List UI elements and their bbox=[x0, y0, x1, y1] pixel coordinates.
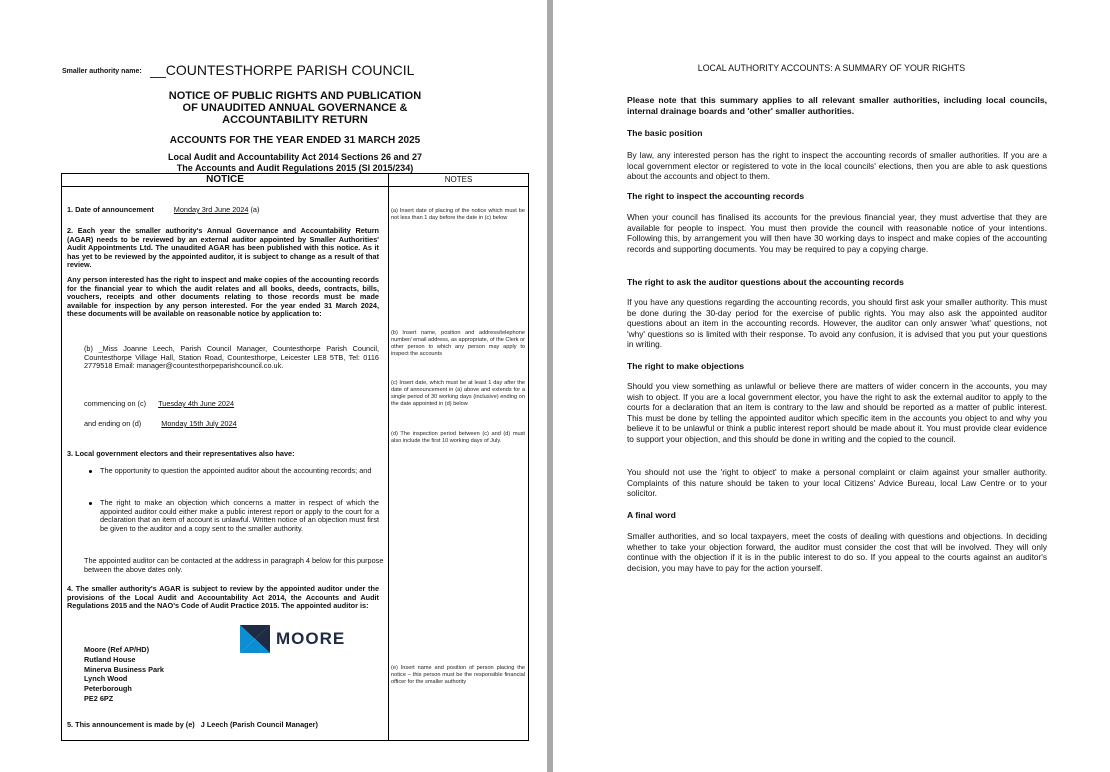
authority-name: __COUNTESTHORPE PARISH COUNCIL bbox=[150, 62, 415, 78]
title-line: OF UNAUDITED ANNUAL GOVERNANCE & bbox=[182, 102, 408, 114]
moore-logo bbox=[240, 625, 350, 653]
item-1 bbox=[67, 206, 387, 215]
ending-label: and ending on (d) bbox=[84, 419, 142, 428]
item-2-text-b: Any person interested has the right to inspect and make copies of the accounting records for the financial year to which the audit relates and all books, deeds, contracts, bills, vouchers, receipts and other documents relating to those records must be made available for inspection by any person interested. For the year ended 31 March 2024, these documents will be available on reasonable notice by application to: bbox=[67, 275, 379, 319]
notice-table bbox=[61, 173, 529, 741]
section-paragraph: Should you view something as unlawful or believe there are matters of wider concern in the accounts, you may wish to object. If you are a local government elector, you have the right to ask the external auditor to apply to the courts for a declaration that an item is contrary to the law and should be reported as a matter of public interest. This must be done by telling the appointed auditor which specific item in the accounts you object to and why you believe it to be unlawful or think a public interest report should be made about it. You must provide clear evidence to support your objection, and this should be done in writing and the copied to the council. bbox=[627, 381, 1047, 444]
title-line: ACCOUNTABILITY RETURN bbox=[222, 114, 368, 126]
address-line: Peterborough bbox=[84, 684, 132, 694]
commencing-row bbox=[84, 400, 384, 409]
bullet-item: The opportunity to question the appointed auditor about the accounting records; and bbox=[100, 466, 372, 475]
section-heading: The right to ask the auditor questions about the accounting records bbox=[627, 277, 904, 287]
section-paragraph: If you have any questions regarding the accounting records, you should first ask your smaller authority. This must be done during the 30-day period for the exercise of public rights. You may also ask the appointed auditor questions about an item in the accounting records. However, the auditor can only answer 'what' questions, not 'why' questions so is limited with their response. To avoid any confusion, it is advised that you put your questions in writing. bbox=[627, 297, 1047, 350]
section-heading: The right to make objections bbox=[627, 361, 744, 371]
rights-summary-page bbox=[553, 0, 1110, 772]
column-divider bbox=[388, 174, 389, 740]
item-4-text: 4. The smaller authority's AGAR is subject to review by the appointed auditor under the provisions of the Local Audit and Accountability Act 2014, the Accounts and Audit Regulations 2015 and the NAO's Code of Audit Practice 2015. The appointed auditor is: bbox=[67, 584, 379, 611]
section-heading: A final word bbox=[627, 510, 676, 520]
act-line: The Accounts and Audit Regulations 2015 (SI 2015/234) bbox=[176, 163, 414, 173]
authority-label: Smaller authority name: bbox=[62, 68, 142, 75]
address-line: Lynch Wood bbox=[84, 674, 128, 684]
address-line: Minerva Business Park bbox=[84, 664, 164, 674]
bullet-dot bbox=[89, 502, 92, 505]
note-d: (d) The inspection period between (c) and (d) must also include the first 10 working days of July. bbox=[391, 431, 525, 444]
contact-details: (b) _Miss Joanne Leech, Parish Council Manager, Countesthorpe Parish Council, Countesthorpe Village Hall, Station Road, Countesthorpe, Leicester LE8 5TB, Tel: 0116 2779518 Email: manager@countesthorpeparishcouncil.co.uk. bbox=[84, 344, 379, 371]
notice-column-header: NOTICE bbox=[206, 174, 244, 185]
notice-title bbox=[60, 90, 530, 126]
address-line: Rutland House bbox=[84, 654, 136, 664]
section-heading: The basic position bbox=[627, 128, 703, 138]
item-5-label: 5. This announcement is made by (e) bbox=[67, 720, 195, 729]
summary-title: LOCAL AUTHORITY ACCOUNTS: A SUMMARY OF YOUR RIGHTS bbox=[697, 63, 966, 73]
table-header-row bbox=[62, 174, 528, 187]
summary-intro: Please note that this summary applies to all relevant smaller authorities, including local councils, internal drainage boards and 'other' smaller authorities. bbox=[627, 95, 1047, 116]
section-heading: The right to inspect the accounting records bbox=[627, 191, 805, 201]
ending-row bbox=[84, 420, 384, 429]
commencing-date: Tuesday 4th June 2024 bbox=[158, 399, 235, 408]
section-paragraph: You should not use the 'right to object' to make a personal complaint or claim against your smaller authority. Complaints of this nature should be taken to your local Citizens' Advice Bureau, local Law Centre or to your solicitor. bbox=[627, 467, 1047, 499]
address-line: Moore (Ref AP/HD) bbox=[84, 645, 149, 654]
item-1-label: 1. Date of announcement bbox=[67, 205, 154, 214]
section-paragraph: When your council has finalised its accounts for the previous financial year, they must advertise that they are available for people to inspect. You must then provide the council with reasonable notice of your intentions. Following this, by arrangement you will then have 30 working days to inspect and make copies of the accounting records and supporting documents. You may be required to pay a copying charge. bbox=[627, 212, 1047, 254]
note-c: (c) Insert date, which must be at least 1 day after the date of announcement in (a) above and extends for a single period of 30 working days (inclusive) ending on the date appointed in (d) below bbox=[391, 380, 525, 407]
item-3-heading: 3. Local government electors and their representatives also have: bbox=[67, 449, 295, 458]
note-b: (b) Insert name, position and address/telephone number/ email address, as appropriate, of the Clerk or other person to which any person may apply to inspect the accounts bbox=[391, 330, 526, 357]
section-paragraph: By law, any interested person has the right to inspect the accounting records of smaller authorities. If you are a local government elector or registered to vote in the local councils' elections, then you are able to ask questions about the accounts and object to them. bbox=[627, 150, 1047, 182]
item-1-ref: (a) bbox=[250, 205, 260, 214]
note-e: (e) Insert name and position of person placing the notice – this person must be the responsible financial officer for the smaller authority bbox=[391, 665, 525, 685]
ending-date: Monday 15th July 2024 bbox=[161, 419, 237, 428]
authority-line bbox=[62, 62, 532, 80]
bullet-item: The right to make an objection which concerns a matter in respect of which the appointed auditor could either make a public interest report or apply to the court for a declaration that an item of account is unlawful. Written notice of an objection must first be given to the auditor and a copy sent to the smaller authority. bbox=[100, 498, 379, 533]
section-paragraph: Smaller authorities, and so local taxpayers, meet the costs of dealing with questions and objections. In deciding whether to take your objection forward, the auditor must consider the cost that will be involved. They will only continue with the objection if it is in the public interest to do so. If you appeal to the courts against an auditor's decision, you may have to pay for the action yourself. bbox=[627, 531, 1047, 573]
auditor-address bbox=[84, 645, 234, 704]
title-line: NOTICE OF PUBLIC RIGHTS AND PUBLICATION bbox=[168, 90, 422, 102]
item-5-value: J Leech (Parish Council Manager) bbox=[200, 720, 318, 729]
auditor-contact-note: The appointed auditor can be contacted at the address in paragraph 4 below for this purpose between the above dates only. bbox=[84, 556, 384, 574]
bullet-dot bbox=[89, 470, 92, 473]
note-a: (a) Insert date of placing of the notice which must be not less than 1 day before the date in (c) below bbox=[391, 208, 525, 221]
notes-column-header: NOTES bbox=[444, 175, 473, 184]
accounts-heading: ACCOUNTS FOR THE YEAR ENDED 31 MARCH 2025 bbox=[169, 135, 421, 146]
item-2-text: 2. Each year the smaller authority's Annual Governance and Accountability Return (AGAR) needs to be reviewed by an external auditor appointed by Smaller Authorities' Audit Appointments Ltd. The unaudited AGAR has been published with this notice. As it has yet to be reviewed by the appointed auditor, it is subject to change as a result of that review. bbox=[67, 226, 379, 270]
address-line: PE2 6PZ bbox=[84, 693, 114, 703]
item-5 bbox=[67, 721, 387, 730]
moore-logo-icon bbox=[240, 625, 270, 653]
commencing-label: commencing on (c) bbox=[84, 399, 147, 408]
item-1-date: Monday 3rd June 2024 bbox=[173, 205, 249, 214]
moore-logo-text: MOORE bbox=[276, 629, 346, 648]
notice-page bbox=[0, 0, 547, 772]
act-references bbox=[60, 152, 530, 174]
act-line: Local Audit and Accountability Act 2014 Sections 26 and 27 bbox=[167, 152, 423, 162]
